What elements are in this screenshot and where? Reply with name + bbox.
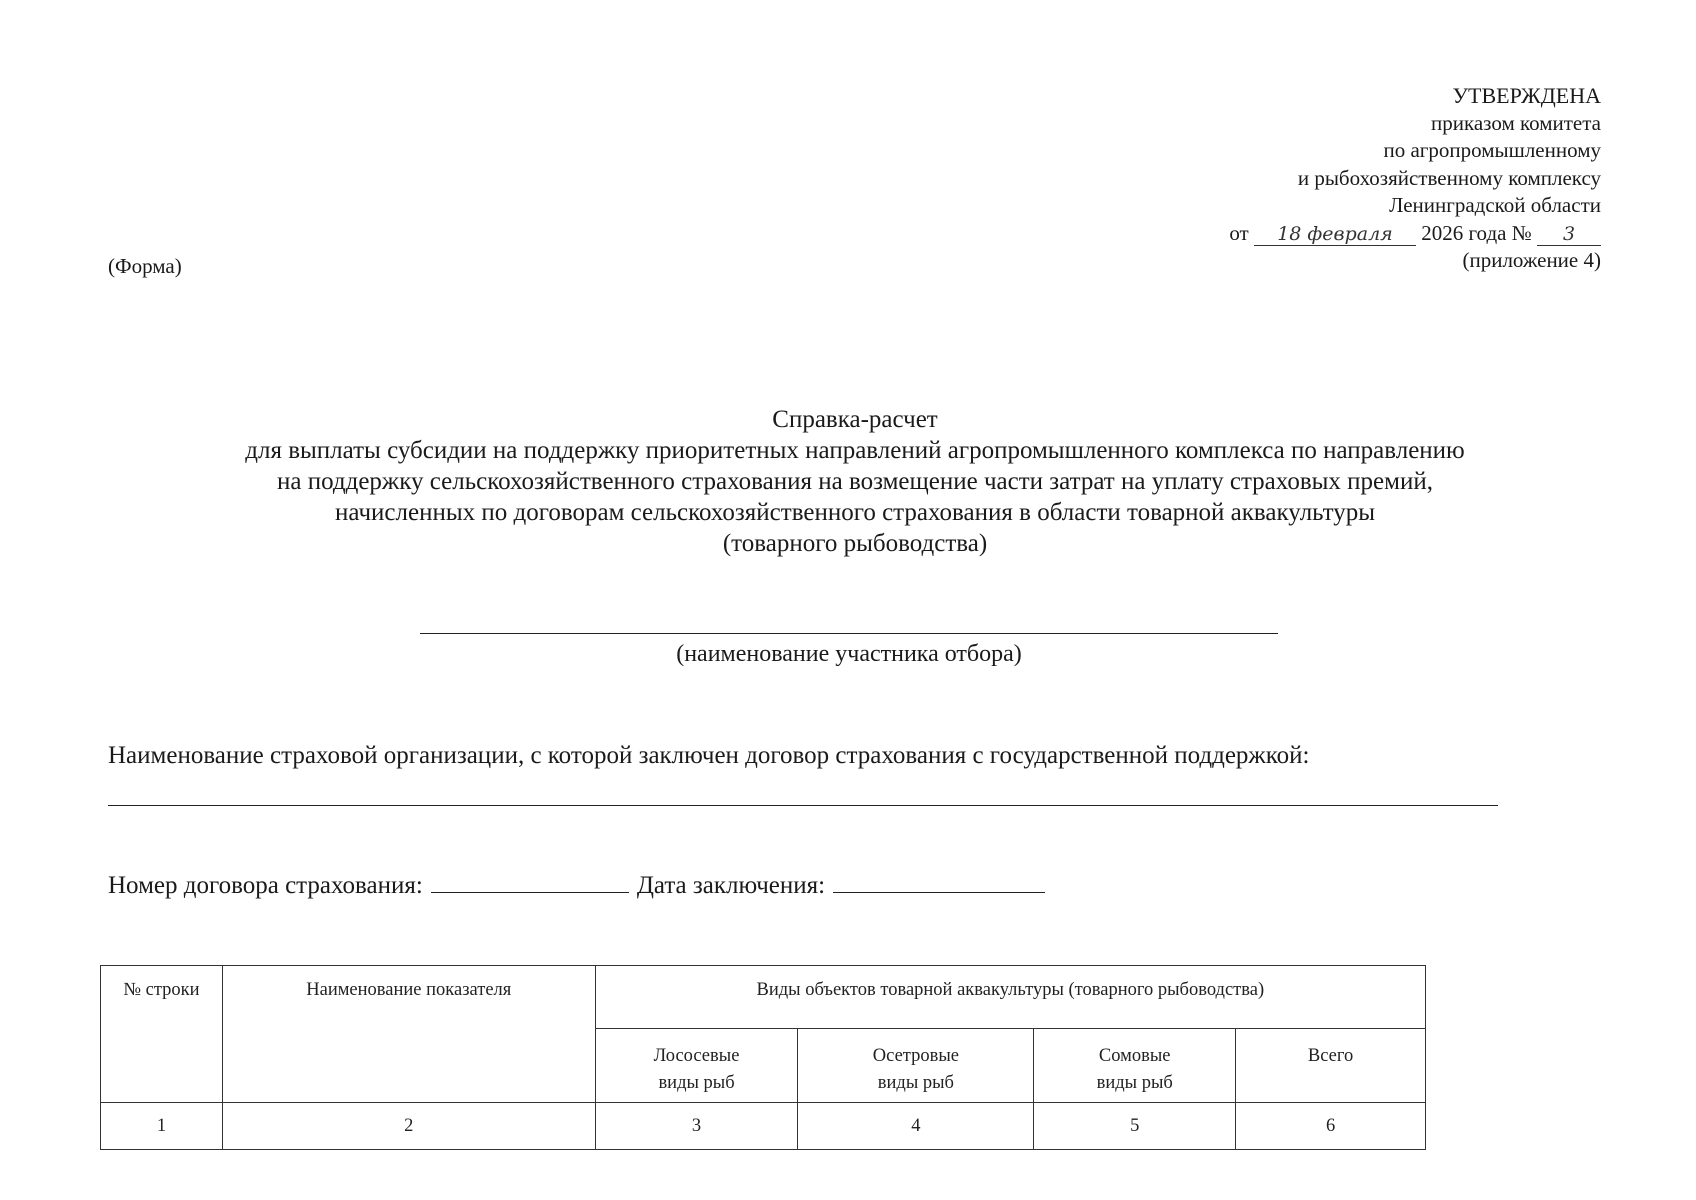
header-salmon bbox=[595, 1029, 798, 1103]
approval-line: приказом комитета bbox=[1430, 110, 1601, 135]
title-line: на поддержку сельскохозяйственного страхования на возмещение части затрат на уплату страховых премий, bbox=[277, 468, 1433, 495]
header-sturgeon-line1: Осетровые bbox=[872, 1046, 959, 1066]
header-indicator: Наименование показателя bbox=[222, 966, 595, 1103]
header-row-number: № строки bbox=[101, 966, 223, 1103]
approval-title: УТВЕРЖДЕНА bbox=[1452, 83, 1601, 108]
approval-stamp bbox=[1081, 82, 1601, 275]
date-prefix: от bbox=[1229, 220, 1249, 245]
contract-date-label: Дата заключения: bbox=[636, 872, 826, 899]
appendix-label: (приложение 4) bbox=[1462, 248, 1601, 272]
column-number: 5 bbox=[1034, 1103, 1236, 1150]
header-catfish bbox=[1034, 1029, 1236, 1103]
year-text: 2026 года № bbox=[1421, 220, 1532, 245]
header-catfish-line2: виды рыб bbox=[1096, 1073, 1173, 1093]
header-catfish-line1: Сомовые bbox=[1098, 1046, 1171, 1066]
column-number: 4 bbox=[798, 1103, 1034, 1150]
title-line: начисленных по договорам сельскохозяйственного страхования в области товарной аквакультуры bbox=[334, 499, 1376, 526]
title-line: для выплаты субсидии на поддержку приоритетных направлений агропромышленного комплекса по направлению bbox=[245, 437, 1465, 464]
handwritten-number: 3 bbox=[1537, 223, 1601, 246]
handwritten-date: 18 февраля bbox=[1254, 223, 1416, 246]
contract-number-label: Номер договора страхования: bbox=[108, 872, 423, 899]
contract-row bbox=[108, 872, 1045, 900]
insurer-name-field[interactable] bbox=[108, 805, 1498, 806]
contract-number-field[interactable] bbox=[431, 872, 629, 893]
participant-caption: (наименование участника отбора) bbox=[676, 641, 1022, 667]
column-number: 6 bbox=[1236, 1103, 1426, 1150]
approval-date-line bbox=[1081, 220, 1601, 248]
participant-name-field[interactable] bbox=[420, 633, 1278, 634]
header-salmon-line2: виды рыб bbox=[658, 1073, 735, 1093]
form-label: (Форма) bbox=[108, 254, 182, 278]
header-sturgeon bbox=[798, 1029, 1034, 1103]
document-title bbox=[100, 404, 1610, 559]
header-aquaculture-types: Виды объектов товарной аквакультуры (товарного рыбоводства) bbox=[595, 966, 1425, 1029]
column-number: 3 bbox=[595, 1103, 798, 1150]
header-sturgeon-line2: виды рыб bbox=[877, 1073, 954, 1093]
approval-line: Ленинградской области bbox=[1389, 193, 1601, 217]
header-total-label: Всего bbox=[1307, 1046, 1354, 1066]
title-line: (товарного рыбоводства) bbox=[722, 530, 988, 557]
calculation-table bbox=[100, 965, 1426, 1150]
approval-line: и рыбохозяйственному комплексу bbox=[1297, 165, 1601, 190]
approval-line: по агропромышленному bbox=[1383, 138, 1601, 162]
column-number: 1 bbox=[101, 1103, 223, 1150]
insurer-label: Наименование страховой организации, с которой заключен договор страхования с государственной поддержкой: bbox=[108, 742, 1310, 769]
header-salmon-line1: Лососевые bbox=[653, 1046, 740, 1066]
title-heading: Справка-расчет bbox=[772, 406, 938, 433]
contract-date-field[interactable] bbox=[833, 872, 1045, 893]
header-total bbox=[1236, 1029, 1426, 1103]
column-number: 2 bbox=[222, 1103, 595, 1150]
